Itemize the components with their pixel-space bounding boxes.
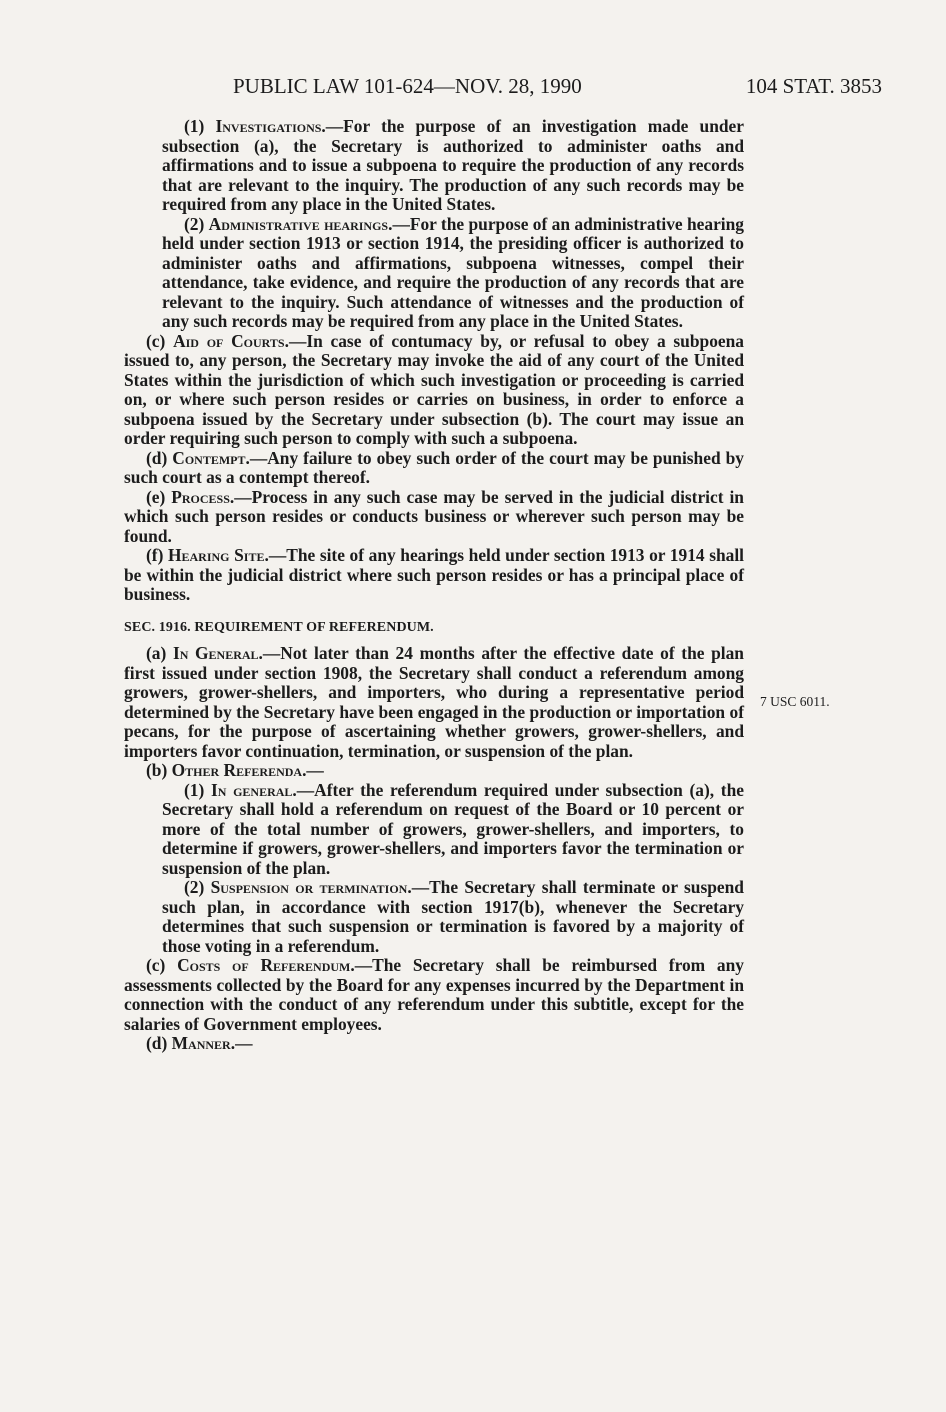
paragraph-heading: Other Referenda. [171, 760, 307, 780]
paragraph-aid-of-courts [124, 332, 744, 449]
paragraph-heading: Costs of Referendum. [177, 955, 355, 975]
paragraph-heading: Hearing Site. [167, 545, 269, 565]
paragraph-heading: Process. [171, 486, 235, 507]
document-body [124, 117, 744, 1054]
paragraph-investigations [162, 117, 744, 215]
paragraph-text: —Process in any such case may be served in the judicial district in which such person resides or conducts business or wherever such person may be found. [124, 486, 744, 546]
paragraph-heading: Manner. [171, 1033, 236, 1053]
paragraph-other-referenda [124, 761, 744, 781]
paragraph-heading: In general. [210, 779, 297, 800]
paragraph-label: (c) [146, 330, 166, 351]
paragraph-hearing-site [124, 546, 744, 605]
law-title: PUBLIC LAW 101-624—NOV. 28, 1990 [233, 74, 582, 98]
paragraph-label: (d) [146, 447, 168, 468]
paragraph-text: —Not later than 24 months after the effective date of the plan first issued under section 1908, the Secretary shall conduct a referendum among growers, grower-shellers, and importers, who during a representative period determined by the Secretary have been engaged in the production or importation of pecans, for the purpose of ascertaining whether growers, grower-shellers, and importers favor continuation, termination, or suspension of the plan. [124, 643, 744, 761]
paragraph-heading: Aid of Courts. [173, 330, 289, 351]
paragraph-in-general [124, 644, 744, 761]
paragraph-heading: Suspension or termination. [210, 877, 412, 897]
paragraph-text: — [306, 760, 324, 780]
paragraph-heading: Administrative hearings. [208, 213, 393, 234]
paragraph-text: —The Secretary shall be reimbursed from any assessments collected by the Board for any expenses incurred by the Department in connection with the conduct of any referendum under this subtitle, except for the salaries of Government employees. [124, 955, 744, 1034]
paragraph-text: —In case of contumacy by, or refusal to obey a subpoena issued to, any person, the Secretary may invoke the aid of any court of the United States within the jurisdiction of which such investigation or proceeding is carried on, or where such person resides or carries on business, in order to enforce a subpoena issued by the Secretary under subsection (b). The court may issue an order requiring such person to comply with such a subpoena. [124, 330, 744, 448]
paragraph-costs-of-referendum [124, 956, 744, 1034]
paragraph-label: (1) [184, 116, 205, 136]
paragraph-label: (d) [146, 1033, 168, 1053]
paragraph-manner [124, 1034, 744, 1054]
paragraph-contempt [124, 449, 744, 488]
paragraph-text: —The site of any hearings held under section 1913 or 1914 shall be within the judicial district where such person resides or has a principal place of business. [124, 545, 744, 604]
paragraph-label: (2) [184, 213, 205, 234]
page-header [0, 74, 946, 102]
paragraph-text: —For the purpose of an investigation made under subsection (a), the Secretary is authorized to administer oaths and affirmations and to issue a subpoena to require the production of any records that are relevant to the inquiry. The production of any such records may be required from any place in the United States. [162, 116, 744, 214]
paragraph-heading: Contempt. [172, 447, 250, 468]
stat-reference: 104 STAT. 3853 [745, 74, 882, 98]
paragraph-administrative-hearings [162, 215, 744, 332]
paragraph-label: (2) [184, 877, 205, 897]
paragraph-referenda-in-general [162, 781, 744, 879]
paragraph-text: —After the referendum required under subsection (a), the Secretary shall hold a referendum on request of the Board or 10 percent or more of the total number of growers, grower-shellers, and importers, to determine if growers, grower-shellers, and importers favor the termination or suspension of the plan. [162, 779, 744, 878]
paragraph-label: (c) [146, 955, 166, 975]
paragraph-label: (a) [146, 643, 167, 663]
paragraph-text: —For the purpose of an administrative hearing held under section 1913 or section 1914, the presiding officer is authorized to administer oaths and affirmations, subpoena witnesses, compel their attendance, take evidence, and require the production of any records that are relevant to the inquiry. Such attendance of witnesses and the production of any such records may be required from any place in the United States. [162, 213, 744, 331]
paragraph-text: — [235, 1033, 253, 1053]
paragraph-label: (e) [146, 486, 166, 507]
paragraph-text: —The Secretary shall terminate or suspend such plan, in accordance with section 1917(b), whenever the Secretary determines that such suspension or termination is favored by a majority of those voting in a referendum. [162, 877, 744, 956]
paragraph-label: (1) [184, 779, 205, 800]
paragraph-text: —Any failure to obey such order of the court may be punished by such court as a contempt thereof. [124, 447, 744, 487]
paragraph-label: (f) [146, 545, 164, 565]
section-heading: SEC. 1916. REQUIREMENT OF REFERENDUM. [124, 619, 434, 635]
paragraph-label: (b) [146, 760, 168, 780]
margin-citation: 7 USC 6011. [760, 694, 830, 709]
paragraph-process [124, 488, 744, 547]
paragraph-heading: In General. [172, 643, 263, 663]
paragraph-heading: Investigations. [215, 116, 326, 136]
paragraph-suspension-or-termination [162, 878, 744, 956]
